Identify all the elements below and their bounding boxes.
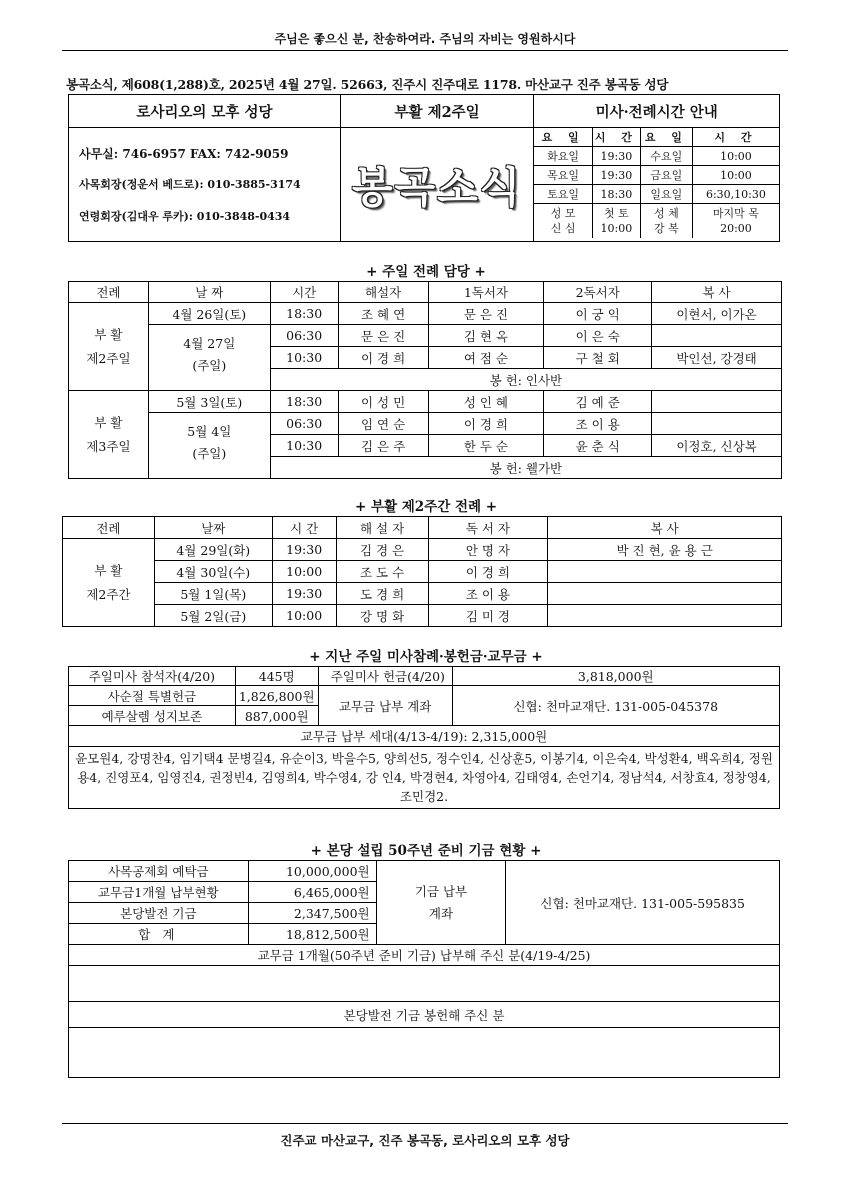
mass-last-c3: 마지막 목 20:00 (692, 204, 779, 238)
mass-h1: 시 간 (592, 128, 640, 147)
wk-r0-comm: 김 경 은 (336, 539, 428, 561)
wk-r1-time: 10:00 (272, 561, 336, 583)
wk-r1-serv (548, 561, 782, 583)
lit-g0-r1-r1: 여 점 순 (428, 347, 544, 369)
dues-names: 윤모원4, 강명찬4, 임기택4 문병길4, 유순이3, 박을수5, 양희선5, 정수인4, 신상훈5, 이봉기4, 이은숙4, 박성환4, 백옥희4, 정원용4, 진영포4, 임영진4, 권정빈4, 김영희4, 박수영4, 강 인4, 박경현4, 차영아4, 김태영4, 손언기4, 정남석4, 서창효4, 정창영4, 조민경2. (69, 747, 780, 809)
lit-g0-r1-comm: 이 경 희 (338, 347, 428, 369)
logo-cell (340, 128, 534, 242)
collection-value: 3,818,000원 (452, 667, 779, 686)
office-phone: 사무실: 746-6957 FAX: 742-9059 (79, 147, 289, 161)
lit-g0-sat-serv: 이현서, 이가온 (652, 303, 782, 325)
fund-account-label1: 기금 납부 (414, 883, 468, 899)
lit-g1-r1-r2: 윤 춘 식 (544, 435, 652, 457)
lit-g0-r0-comm: 문 은 진 (338, 325, 428, 347)
lit-g1-sat-r1: 성 인 혜 (428, 391, 544, 413)
lit-h4: 1독서자 (428, 282, 544, 303)
lit-g1-sat-date: 5월 3일(토) (148, 391, 270, 413)
issue-line: 봉곡소식, 제608(1,288)호, 2025년 4월 27일. 52663, 진주시 진주대로 1178. 마산교구 진주 봉곡동 성당 (66, 77, 669, 92)
lit-h6: 복 사 (652, 282, 782, 303)
mass-r2-c1: 18:30 (592, 185, 640, 204)
lit-g1-r0-time: 06:30 (270, 413, 338, 435)
fund-r3-value: 18,812,500원 (248, 924, 376, 945)
wk-r3-date: 5월 2일(금) (154, 605, 272, 627)
mass-r0-c3: 10:00 (692, 147, 779, 166)
lit-h2: 시간 (270, 282, 338, 303)
wk-r2-serv (548, 583, 782, 605)
parish-name: 로사리오의 모후 성당 (69, 95, 341, 128)
mass-guide-title: 미사·전례시간 안내 (534, 95, 780, 128)
lit-g1-sat-r2: 김 예 준 (544, 391, 652, 413)
wk-h2: 시 간 (272, 517, 336, 539)
special1-label: 사순절 특별헌금 (69, 686, 236, 706)
wk-r0-time: 19:30 (272, 539, 336, 561)
lit-g0-sat-comm: 조 혜 연 (338, 303, 428, 325)
lit-g0-sun-date1: 4월 27일 (183, 336, 236, 351)
wk-label1: 부 활 (94, 562, 123, 578)
council-chair: 사목회장(정운서 베드로): 010-3885-3174 (79, 178, 301, 191)
wk-h3: 해 설 자 (336, 517, 428, 539)
mass-h0: 요 일 (534, 128, 592, 147)
fund-r2-label: 본당발전 기금 (69, 903, 249, 924)
lit-h3: 해설자 (338, 282, 428, 303)
lit-h5: 2독서자 (544, 282, 652, 303)
lit-g1-sat-serv (652, 391, 782, 413)
lit-h0: 전례 (69, 282, 149, 303)
wk-r1-date: 4월 30일(수) (154, 561, 272, 583)
fund-r3-label: 합 계 (69, 924, 249, 945)
lit-g0-r0-time: 06:30 (270, 325, 338, 347)
top-rule (62, 50, 788, 51)
office-info (69, 128, 341, 242)
lit-g0-r1-time: 10:30 (270, 347, 338, 369)
wk-r0-date: 4월 29일(화) (154, 539, 272, 561)
lit-h1: 날 짜 (148, 282, 270, 303)
collection-label: 주일미사 헌금(4/20) (318, 667, 452, 686)
mass-r1-c0: 목요일 (534, 166, 592, 185)
lit-g1-r0-r2: 조 이 용 (544, 413, 652, 435)
lit-g0-label2: 제2주일 (86, 350, 131, 366)
lit-g1-r1-r1: 한 두 순 (428, 435, 544, 457)
lit-g1-r1-time: 10:30 (270, 435, 338, 457)
wk-label (63, 539, 155, 627)
motto: 주님은 좋으신 분, 찬송하여라. 주님의 자비는 영원하시다 (274, 32, 576, 46)
donors1-title: 교무금 1개월(50주년 준비 기금) 납부해 주신 분(4/19-4/25) (69, 945, 780, 966)
mass-r1-c3: 10:00 (692, 166, 779, 185)
weekday-table (62, 516, 782, 627)
attendance-label: 주일미사 참석자(4/20) (69, 667, 236, 686)
mass-h2: 요 일 (640, 128, 692, 147)
fund-account-label2: 계좌 (428, 905, 454, 921)
mass-last-c0: 성 모 신 심 (534, 204, 592, 238)
lit-g1-offering: 봉 헌: 웰가반 (270, 457, 781, 479)
wk-r3-reader: 김 미 경 (428, 605, 548, 627)
donors2-body (69, 1028, 780, 1078)
dues-account-label: 교무금 납부 계좌 (318, 686, 452, 726)
lit-g1-r0-comm: 임 연 순 (338, 413, 428, 435)
mass-h3: 시 간 (692, 128, 779, 147)
lit-g0-sun-date (148, 325, 270, 391)
lit-g1-label1: 부 활 (94, 414, 123, 430)
fund-r0-value: 10,000,000원 (248, 861, 376, 882)
mass-last-c2: 성 체 강 복 (640, 204, 692, 238)
lit-g0-sat-date: 4월 26일(토) (148, 303, 270, 325)
lit-g1-sun-date1: 5월 4일 (187, 424, 232, 439)
mass-last-c1: 첫 토 10:00 (592, 204, 640, 238)
footer: 진주교 마산교구, 진주 봉곡동, 로사리오의 모후 성당 (280, 1133, 570, 1148)
special2-value: 887,000원 (235, 706, 318, 726)
lit-g1-label2: 제3주일 (86, 438, 131, 454)
weekday-title: + 부활 제2주간 전례 + (354, 499, 498, 515)
fund-r2-value: 2,347,500원 (248, 903, 376, 924)
lit-g0-r0-r2: 이 은 숙 (544, 325, 652, 347)
mass-r2-c0: 토요일 (534, 185, 592, 204)
last-week-title: + 지난 주일 미사참례·봉헌금·교무금 + (309, 649, 543, 665)
fund-r1-label: 교무금1개월 납부현황 (69, 882, 249, 903)
wk-r2-reader: 조 이 용 (428, 583, 548, 605)
fund-account-label (376, 861, 506, 945)
wk-r3-time: 10:00 (272, 605, 336, 627)
special2-label: 예루살렘 성지보존 (69, 706, 236, 726)
wk-h4: 독 서 자 (428, 517, 548, 539)
lit-g0-offering: 봉 헌: 인사반 (270, 369, 781, 391)
lit-g0-r1-r2: 구 철 회 (544, 347, 652, 369)
wk-h0: 전례 (63, 517, 155, 539)
lit-g1-sun-date (148, 413, 270, 479)
fund-account: 신협: 천마교재단. 131-005-595835 (506, 861, 780, 945)
lit-g0-sat-r2: 이 궁 익 (544, 303, 652, 325)
wk-r2-date: 5월 1일(목) (154, 583, 272, 605)
liturgy-table (68, 281, 782, 479)
lit-g0-r0-serv (652, 325, 782, 347)
mass-r2-c3: 6:30,10:30 (692, 185, 779, 204)
last-week-table (68, 666, 780, 809)
lit-g0-label1: 부 활 (94, 326, 123, 342)
wk-r2-time: 19:30 (272, 583, 336, 605)
fund-table (68, 860, 780, 1078)
wk-r3-serv (548, 605, 782, 627)
lit-g0-sat-r1: 문 은 진 (428, 303, 544, 325)
sunday-title: 부활 제2주일 (340, 95, 534, 128)
special1-value: 1,826,800원 (235, 686, 318, 706)
footer-rule (62, 1123, 788, 1124)
attendance-value: 445명 (235, 667, 318, 686)
wk-r0-reader: 안 명 자 (428, 539, 548, 561)
lit-g0-label (69, 303, 149, 391)
wk-r3-comm: 강 명 화 (336, 605, 428, 627)
lit-g1-sun-date2: (주일) (192, 446, 227, 461)
wk-r2-comm: 도 경 희 (336, 583, 428, 605)
lit-g0-r0-r1: 김 현 옥 (428, 325, 544, 347)
mass-times-cell (534, 128, 780, 242)
lit-g1-sat-time: 18:30 (270, 391, 338, 413)
mass-r0-c1: 19:30 (592, 147, 640, 166)
lit-g1-r1-comm: 김 은 주 (338, 435, 428, 457)
lit-g0-sat-time: 18:30 (270, 303, 338, 325)
lit-g0-r1-serv: 박인선, 강경태 (652, 347, 782, 369)
mass-r1-c2: 금요일 (640, 166, 692, 185)
fund-r0-label: 사목공제회 예탁금 (69, 861, 249, 882)
wk-r1-comm: 조 도 수 (336, 561, 428, 583)
lit-g1-r0-serv (652, 413, 782, 435)
mass-r1-c1: 19:30 (592, 166, 640, 185)
wk-h1: 날짜 (154, 517, 272, 539)
lit-g1-r1-serv: 이정호, 신상복 (652, 435, 782, 457)
lit-g1-sat-comm: 이 성 민 (338, 391, 428, 413)
donors1-body (69, 966, 780, 1002)
wk-r1-reader: 이 경 희 (428, 561, 548, 583)
wk-r0-serv: 박 진 현, 윤 용 근 (548, 539, 782, 561)
mass-r2-c2: 일요일 (640, 185, 692, 204)
dues-account: 신협: 천마교재단. 131-005-045378 (452, 686, 779, 726)
newsletter-logo: 봉곡소식 (351, 162, 523, 212)
dues-line: 교무금 납부 세대(4/13-4/19): 2,315,000원 (69, 726, 780, 747)
wk-label2: 제2주간 (86, 586, 131, 602)
mass-r0-c0: 화요일 (534, 147, 592, 166)
liturgy-title: + 주일 전례 담당 + (366, 264, 486, 280)
senior-chair: 연령회장(김대우 루카): 010-3848-0434 (79, 210, 291, 223)
fund-r1-value: 6,465,000원 (248, 882, 376, 903)
lit-g1-r0-r1: 이 경 희 (428, 413, 544, 435)
donors2-title: 본당발전 기금 봉헌해 주신 분 (69, 1002, 780, 1028)
mass-times-table (534, 128, 779, 238)
masthead (68, 94, 780, 242)
wk-h5: 복 사 (548, 517, 782, 539)
mass-r0-c2: 수요일 (640, 147, 692, 166)
lit-g0-sun-date2: (주일) (192, 358, 227, 373)
fund-title: + 본당 설립 50주년 준비 기금 현황 + (310, 843, 542, 859)
lit-g1-label (69, 391, 149, 479)
